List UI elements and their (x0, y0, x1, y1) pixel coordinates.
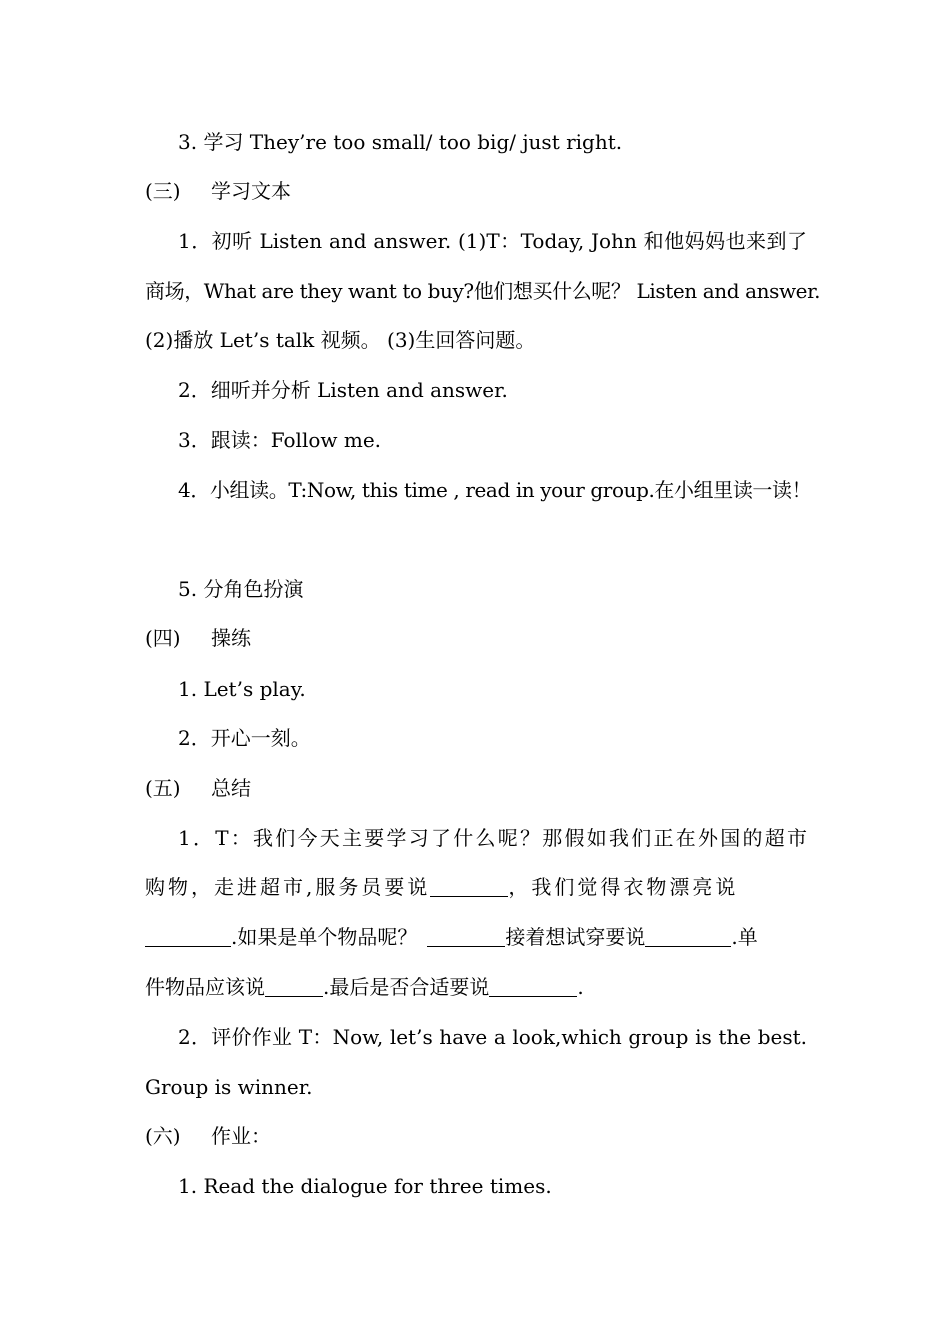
s5-item-1-line-3 (145, 922, 807, 952)
s5-item-1-line-2 (145, 872, 807, 902)
s3-item-1-line-3: (2)播放 Let’s talk 视频。 (3)生回答问题。 (145, 328, 536, 352)
fill-blank (265, 976, 323, 997)
s5-item-1-line-4 (145, 972, 807, 1002)
section-6-title: 作业： (211, 1124, 271, 1148)
section-3-heading (145, 176, 807, 206)
s3-item-3: 3．跟读：Follow me. (178, 428, 382, 452)
s5-line-4-text-b: .最后是否合适要说 (323, 975, 490, 999)
s5-line-4-text-c: . (577, 975, 584, 999)
fill-blank (645, 926, 731, 947)
s5-line-3-text-a: .如果是单个物品呢？ (231, 925, 418, 949)
s5-item-1-line-1: 1．T：我们今天主要学习了什么呢？那假如我们正在外国的超市 (178, 826, 807, 850)
section-4-title: 操练 (211, 626, 251, 650)
s6-item-1: 1. Read the dialogue for three times. (178, 1174, 552, 1198)
section-6-heading (145, 1121, 807, 1151)
s4-item-2: 2．开心一刻。 (178, 726, 311, 750)
section-4-heading (145, 623, 807, 653)
section-6-number: (六) (145, 1124, 181, 1148)
fill-blank (427, 926, 505, 947)
section-3-number: (三) (145, 179, 181, 203)
s3-item-2: 2．细听并分析 Listen and answer. (178, 378, 508, 402)
s5-line-3-text-c: .单 (731, 925, 758, 949)
s5-item-2-line-1: 2．评价作业 T：Now, let’s have a look,which group is the best. (178, 1025, 807, 1049)
s3-item-5: 5. 分角色扮演 (178, 577, 304, 601)
s5-line-2-text-a: 购物，走进超市,服务员要说 (145, 875, 431, 899)
fill-blank (145, 926, 231, 947)
fill-blank (430, 876, 508, 897)
section-5-title: 总结 (211, 776, 251, 800)
s5-line-3-text-b: 接着想试穿要说 (505, 925, 646, 949)
s3-item-1-line-2: 商场，What are they want to buy?他们想买什么呢？ Listen and answer. (145, 279, 821, 303)
s3-item-1-line-1: 1．初听 Listen and answer. (1)T：Today, John 和他妈妈也来到了 (178, 229, 807, 253)
s5-item-2-line-2: Group is winner. (145, 1075, 313, 1099)
s5-line-4-text-a: 件物品应该说 (145, 975, 265, 999)
fill-blank (489, 976, 577, 997)
section-5-heading (145, 773, 807, 803)
s5-line-2-text-b: ，我们觉得衣物漂亮说 (508, 875, 739, 899)
s3-item-4: 4．小组读。T:Now, this time , read in your group.在小组里读一读！ (178, 478, 812, 502)
s4-item-1: 1. Let’s play. (178, 677, 306, 701)
item-3-learn-sentences: 3. 学习 They’re too small/ too big/ just right. (178, 130, 623, 154)
section-4-number: (四) (145, 626, 181, 650)
section-3-title: 学习文本 (211, 179, 291, 203)
section-5-number: (五) (145, 776, 181, 800)
